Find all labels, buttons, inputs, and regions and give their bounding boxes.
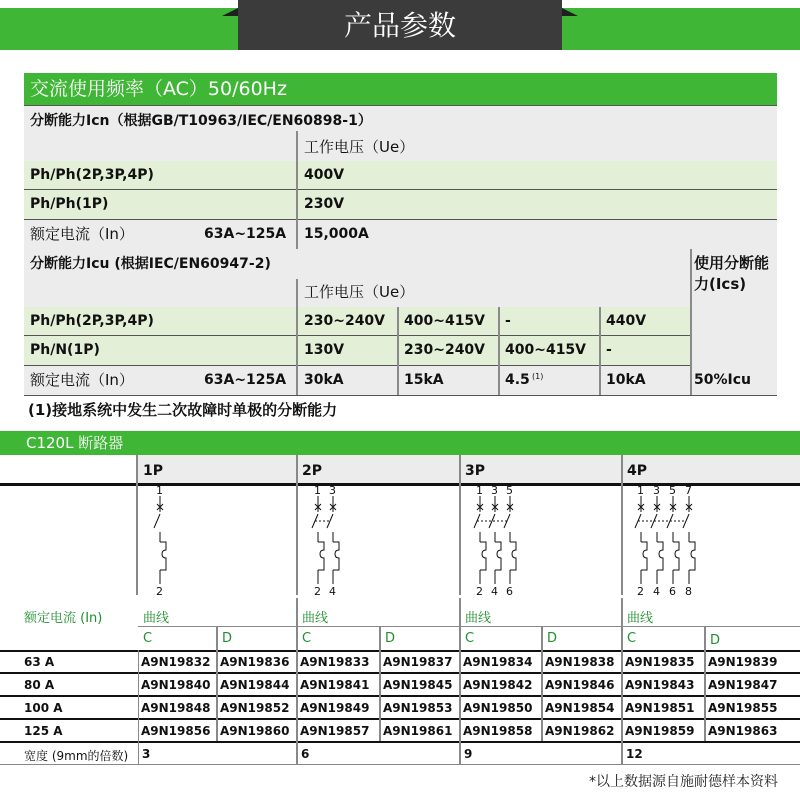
header-tab-corner-left: [222, 8, 238, 16]
c120-title: C120L 断路器: [26, 434, 124, 452]
table-cell: A9N19848: [141, 701, 211, 715]
page-title: 产品参数: [343, 9, 456, 42]
curve-label: 曲线: [465, 611, 492, 626]
icn-row-label: Ph/Ph(1P): [30, 196, 109, 212]
curve-label: 曲线: [143, 611, 170, 626]
ac-title: 交流使用频率（AC）50/60Hz: [30, 78, 287, 100]
table-row-current: 80 A: [24, 678, 55, 692]
terminal-number: 5: [506, 484, 513, 497]
icu-row-label: Ph/N(1P): [30, 342, 100, 358]
terminal-number: 8: [685, 585, 692, 596]
curve-c-label: C: [627, 631, 637, 646]
curve-d-label: D: [547, 631, 558, 646]
terminal-number: 5: [669, 484, 676, 497]
icu-value: 400~415V: [505, 342, 587, 358]
icu-current-value: 10kA: [606, 372, 646, 388]
terminal-number: 4: [491, 585, 498, 596]
icu-current-value: 4.5: [505, 372, 530, 388]
table-cell: A9N19845: [383, 678, 453, 692]
curve-label: 曲线: [627, 611, 654, 626]
width-value: 3: [142, 747, 151, 761]
table-cell: A9N19835: [625, 655, 695, 669]
table-cell: A9N19853: [383, 701, 453, 715]
terminal-number: 7: [685, 484, 692, 497]
table-cell: A9N19862: [545, 724, 615, 738]
table-cell: A9N19847: [708, 678, 778, 692]
icu-current-label: 额定电流（In）: [30, 371, 134, 389]
icn-row-value: 400V: [304, 167, 345, 183]
width-value: 12: [626, 747, 643, 761]
table-cell: A9N19854: [545, 701, 615, 715]
terminal-number: 6: [506, 585, 513, 596]
icu-row-2-bg: [24, 336, 690, 365]
table-row-current: 63 A: [24, 655, 55, 669]
table-cell: A9N19858: [463, 724, 533, 738]
table-cell: A9N19863: [708, 724, 778, 738]
wiring-diagram-2p: [300, 484, 455, 596]
icu-value: 440V: [606, 313, 647, 329]
terminal-number: 2: [476, 585, 483, 596]
ics-value: 50%Icu: [694, 372, 751, 388]
icu-current-range: 63A~125A: [204, 372, 287, 388]
icu-value: -: [606, 342, 612, 358]
icn-row-value: 230V: [304, 196, 345, 212]
wiring-diagram-1p: [140, 484, 290, 596]
curve-c-label: C: [465, 631, 475, 646]
table-cell: A9N19843: [625, 678, 695, 692]
icn-title: 分断能力Icn（根据GB/T10963/IEC/EN60898-1）: [30, 113, 372, 129]
table-cell: A9N19857: [300, 724, 370, 738]
curve-c-label: C: [143, 631, 153, 646]
table-cell: A9N19840: [141, 678, 211, 692]
icn-current-value: 15,000A: [304, 226, 369, 242]
icu-title: 分断能力Icu (根据IEC/EN60947-2): [30, 256, 271, 272]
terminal-number: 6: [669, 585, 676, 596]
wiring-diagram-4p: [625, 484, 795, 596]
table-cell: A9N19833: [300, 655, 370, 669]
icn-current-range: 63A~125A: [204, 226, 287, 242]
icn-voltage-label: 工作电压（Ue）: [304, 138, 415, 156]
terminal-number: 2: [314, 585, 321, 596]
table-cell: A9N19860: [220, 724, 290, 738]
pole-label: 1P: [143, 463, 164, 479]
curve-d-label: D: [710, 633, 721, 648]
terminal-number: 4: [329, 585, 336, 596]
curve-d-label: D: [385, 631, 396, 646]
table-cell: A9N19849: [300, 701, 370, 715]
table-row-current: 100 A: [24, 701, 63, 715]
icu-voltage-label: 工作电压（Ue）: [304, 283, 415, 301]
table-cell: A9N19842: [463, 678, 533, 692]
table-cell: A9N19846: [545, 678, 615, 692]
width-label: 宽度 (9mm的倍数): [24, 749, 129, 763]
terminal-number: 1: [637, 484, 644, 497]
curve-c-label: C: [302, 631, 312, 646]
table-cell: A9N19838: [545, 655, 615, 669]
icu-value: -: [505, 313, 511, 329]
table-row-current: 125 A: [24, 724, 63, 738]
source-note: *以上数据源自施耐德样本资料: [589, 774, 778, 790]
curve-label: 曲线: [302, 611, 329, 626]
ac-divider-main-upper: [296, 131, 298, 249]
icu-current-value: 15kA: [404, 372, 444, 388]
terminal-number: 1: [314, 484, 321, 497]
ac-divider-main-lower: [296, 279, 298, 395]
terminal-number: 3: [491, 484, 498, 497]
terminal-number: 2: [156, 585, 163, 596]
terminal-number: 3: [329, 484, 336, 497]
rated-current-label: 额定电流 (In): [24, 611, 103, 626]
icu-value: 400~415V: [404, 313, 486, 329]
terminal-number: 2: [637, 585, 644, 596]
terminal-number: 1: [476, 484, 483, 497]
icu-value: 230~240V: [304, 313, 386, 329]
table-cell: A9N19850: [463, 701, 533, 715]
table-cell: A9N19859: [625, 724, 695, 738]
table-cell: A9N19851: [625, 701, 695, 715]
terminal-number: 4: [653, 585, 660, 596]
table-cell: A9N19844: [220, 678, 290, 692]
pole-label: 4P: [627, 463, 648, 479]
footnote-mark: (1): [532, 372, 544, 381]
table-cell: A9N19855: [708, 701, 778, 715]
icn-current-label: 额定电流（In）: [30, 225, 134, 243]
width-value: 6: [301, 747, 310, 761]
icn-row-2-bg: [24, 190, 777, 219]
table-cell: A9N19836: [220, 655, 290, 669]
icu-value: 130V: [304, 342, 345, 358]
ics-header: 使用分断能力(Ics): [694, 254, 770, 293]
terminal-number: 3: [653, 484, 660, 497]
icu-current-value: 30kA: [304, 372, 344, 388]
ac-table: [24, 73, 777, 425]
table-cell: A9N19841: [300, 678, 370, 692]
icu-row-label: Ph/Ph(2P,3P,4P): [30, 313, 154, 329]
icn-row-label: Ph/Ph(2P,3P,4P): [30, 167, 154, 183]
table-cell: A9N19856: [141, 724, 211, 738]
table-cell: A9N19834: [463, 655, 533, 669]
reference-table: [0, 650, 800, 764]
table-cell: A9N19861: [383, 724, 453, 738]
ac-footnote: (1)接地系统中发生二次故障时单极的分断能力: [28, 401, 338, 419]
table-cell: A9N19852: [220, 701, 290, 715]
icu-value: 230~240V: [404, 342, 486, 358]
table-cell: A9N19837: [383, 655, 453, 669]
terminal-number: 1: [156, 484, 163, 497]
header-tab-corner-right: [562, 8, 578, 16]
table-cell: A9N19839: [708, 655, 778, 669]
wiring-diagram-3p: [463, 484, 618, 596]
curve-d-label: D: [222, 631, 233, 646]
pole-label: 3P: [465, 463, 486, 479]
table-cell: A9N19832: [141, 655, 211, 669]
pole-label: 2P: [302, 463, 323, 479]
width-value: 9: [464, 747, 473, 761]
